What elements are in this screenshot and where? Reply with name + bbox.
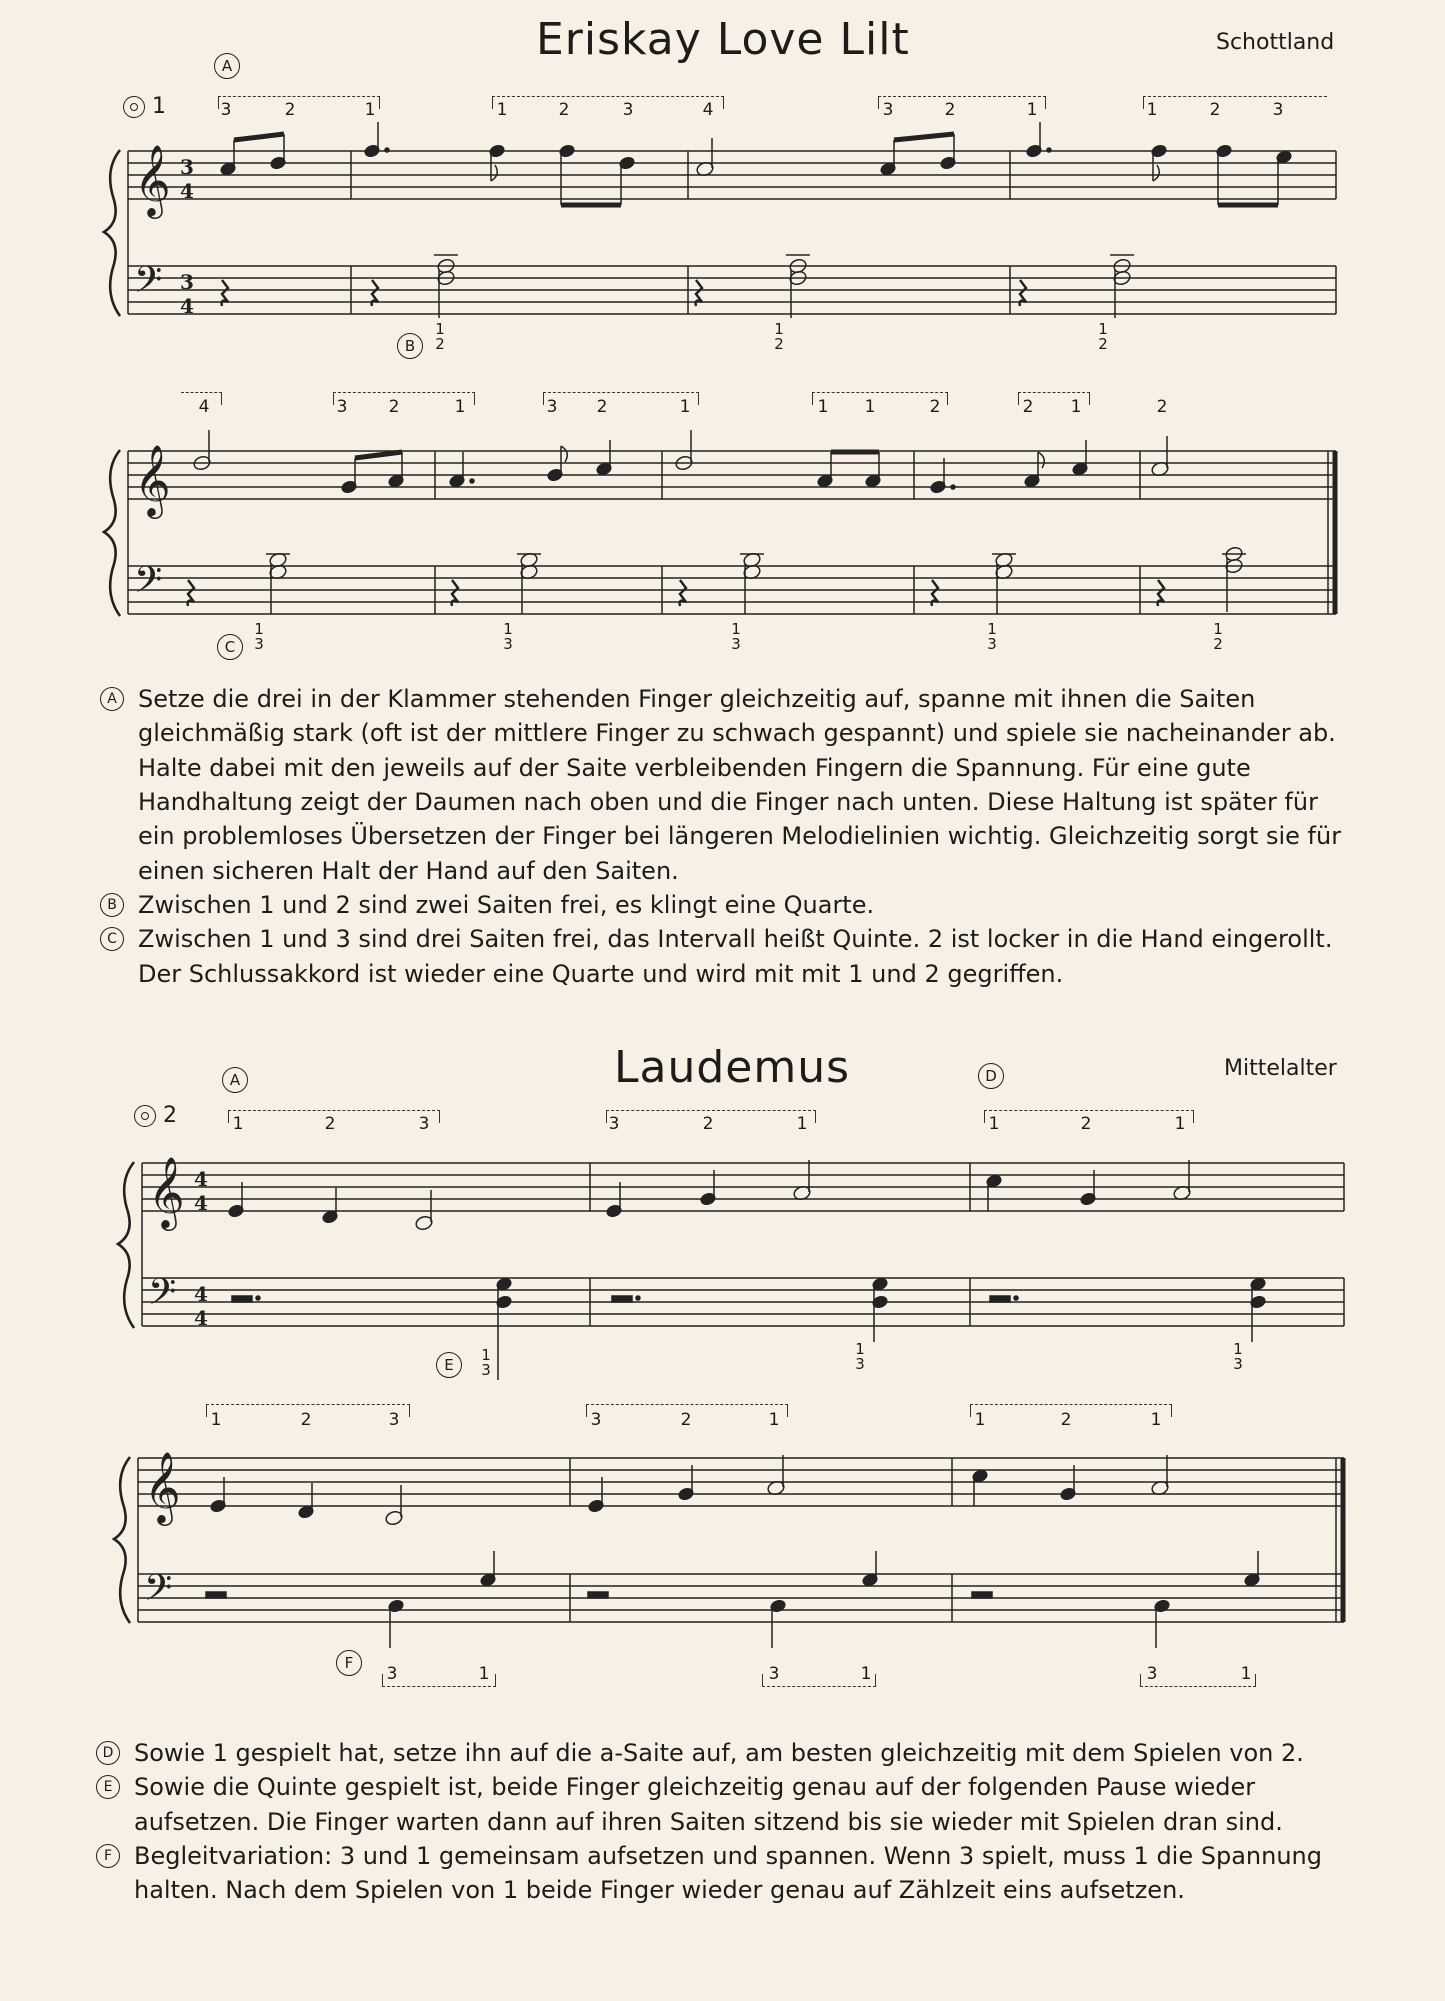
fingering-number: 3 [418,1114,430,1134]
fingering-number: 3 [590,1410,602,1430]
finger-top: 1 [503,620,513,638]
note-text: Sowie 1 gespielt hat, setze ihn auf die a-Saite auf, am besten gleichzeitig mit dem Spielen von 2. [134,1739,1304,1767]
note-marker: A [100,687,124,711]
fingering-number: 3 [388,1410,400,1430]
fingering-number: 1 [1150,1410,1162,1430]
fingering-number: 2 [324,1114,336,1134]
bass-fingering-number: 1 [860,1664,872,1684]
fingering-number: 1 [1174,1114,1186,1134]
svg-text:𝄢: 𝄢 [148,1271,177,1322]
piece1-marker-a: A [214,53,240,79]
fingering-number: 1 [364,100,376,120]
finger-top: 1 [731,620,741,638]
piece2-title: Laudemus [614,1042,851,1093]
note-marker: D [96,1741,120,1765]
finger-bottom: 3 [731,635,741,653]
finger-bottom: 2 [1098,335,1108,353]
fingering-number: 3 [882,100,894,120]
bass-fingering-number: 1 [478,1664,490,1684]
time-signature-top: 3 [180,270,194,294]
fingering-number: 2 [558,100,570,120]
fingering-number: 1 [454,397,466,417]
time-signature-bottom: 4 [180,179,194,203]
fingering-number: 2 [1022,397,1034,417]
piece2-notes [96,1736,1376,1908]
piece2-origin: Mittelalter [1224,1056,1337,1081]
fingering-number: 3 [622,100,634,120]
note-item [96,1736,1376,1770]
fingering-number: 3 [336,397,348,417]
fingering-number: 1 [210,1410,222,1430]
note-marker: F [96,1844,120,1868]
fingering-number: 1 [864,397,876,417]
fingering-number: 2 [680,1410,692,1430]
piece1-string-number: 1 [152,94,166,119]
finger-bottom: 3 [481,1361,491,1379]
finger-top: 1 [1213,620,1223,638]
fingering-number: 1 [988,1114,1000,1134]
finger-bottom: 2 [774,335,784,353]
svg-text:𝄞: 𝄞 [134,143,171,216]
fingering-number: 2 [944,100,956,120]
fingering-number: 1 [1026,100,1038,120]
fingering-number: 2 [1156,397,1168,417]
finger-top: 1 [1233,1340,1243,1358]
note-text: Begleitvariation: 3 und 1 gemeinsam aufsetzen und spannen. Wenn 3 spielt, muss 1 die Spannung halten. Nach dem Spielen von 1 beide Finger wieder genau auf Zählzeit eins aufsetzen. [134,1841,1322,1905]
fingering-number: 2 [300,1410,312,1430]
fingering-number: 2 [388,397,400,417]
svg-text:𝄢: 𝄢 [134,559,163,610]
finger-bottom: 3 [855,1355,865,1373]
fingering-number: 2 [929,397,941,417]
time-signature-top: 3 [180,155,194,179]
fingering-number: 3 [1272,100,1284,120]
piece1-title: Eriskay Love Lilt [536,14,910,65]
finger-bottom: 3 [987,635,997,653]
fingering-number: 2 [702,1114,714,1134]
fingering-number: 1 [232,1114,244,1134]
note-item [96,1770,1376,1839]
svg-text:𝄞: 𝄞 [134,443,171,516]
svg-text:𝄞: 𝄞 [148,1155,185,1228]
bass-fingering-number: 3 [1146,1664,1158,1684]
time-signature-bottom: 4 [194,1191,208,1215]
finger-top: 1 [1098,320,1108,338]
fingering-number: 1 [768,1410,780,1430]
finger-top: 1 [987,620,997,638]
fingering-number: 4 [198,397,210,417]
time-signature-top: 4 [194,1167,208,1191]
piece2-marker-e: E [436,1352,462,1378]
time-signature-bottom: 4 [180,294,194,318]
note-marker: E [96,1775,120,1799]
piece1-marker-b: B [397,333,423,359]
finger-bottom: 3 [1233,1355,1243,1373]
finger-top: 1 [254,620,264,638]
note-marker: B [100,893,124,917]
fingering-number: 2 [596,397,608,417]
finger-top: 1 [774,320,784,338]
time-signature-bottom: 4 [194,1306,208,1330]
piece2-marker-a: A [222,1067,248,1093]
note-marker: C [100,927,124,951]
fingering-number: 3 [546,397,558,417]
note-text: Sowie die Quinte gespielt ist, beide Finger gleichzeitig genau auf der folgenden Pause wieder aufsetzen. Die Finger warten dann auf ihren Saiten sitzend bis sie wieder mit Spielen dran sind. [134,1773,1283,1836]
fingering-number: 1 [496,100,508,120]
fingering-number: 2 [1209,100,1221,120]
fingering-number: 1 [817,397,829,417]
svg-text:𝄢: 𝄢 [144,1567,173,1618]
finger-bottom: 2 [435,335,445,353]
fingering-number: 3 [608,1114,620,1134]
svg-text:𝄞: 𝄞 [144,1450,181,1523]
piece1-marker-c: C [217,634,243,660]
fingering-number: 2 [284,100,296,120]
piece1-origin: Schottland [1216,30,1335,55]
piece2-marker-f: F [336,1650,362,1676]
finger-bottom: 2 [1213,635,1223,653]
finger-top: 1 [435,320,445,338]
finger-top: 1 [481,1346,491,1364]
fingering-number: 4 [702,100,714,120]
bass-fingering-number: 1 [1240,1664,1252,1684]
note-text: Setze die drei in der Klammer stehenden Finger gleichzeitig auf, spanne mit ihnen die Saiten gleichmäßig stark (oft ist der mittlere Finger zu schwach gespannt) und spiele sie nacheinander ab. Halte dabei mit den jeweils auf der Saite verbleibenden Fingern die Spannung. Für eine gute Handhaltung zeigt der Daumen nach oben und die Finger nach unten. Diese Haltung ist später für ein problemloses Übersetzen der Finger bei längeren Melodielinien wichtig. Gleichzeitig sorgt sie für einen sicheren Halt der Hand auf den Saiten. [138,685,1342,885]
note-text: Zwischen 1 und 3 sind drei Saiten frei, das Intervall heißt Quinte. 2 ist locker in die Hand eingerollt. Der Schlussakkord ist wieder eine Quarte und wird mit mit 1 und 2 gegriffen. [138,925,1333,988]
finger-bottom: 3 [503,635,513,653]
fingering-number: 1 [796,1114,808,1134]
piece2-string-number: 2 [163,1103,177,1128]
svg-text:𝄢: 𝄢 [134,259,163,310]
fingering-number: 1 [1146,100,1158,120]
fingering-number: 2 [1060,1410,1072,1430]
fingering-number: 1 [1070,397,1082,417]
time-signature-top: 4 [194,1282,208,1306]
finger-bottom: 3 [254,635,264,653]
piece2-marker-d: D [978,1063,1004,1089]
fingering-number: 1 [679,397,691,417]
note-item [96,1839,1376,1908]
bass-fingering-number: 3 [768,1664,780,1684]
fingering-number: 1 [974,1410,986,1430]
note-text: Zwischen 1 und 2 sind zwei Saiten frei, es klingt eine Quarte. [138,890,875,919]
finger-top: 1 [855,1340,865,1358]
bass-fingering-number: 3 [386,1664,398,1684]
fingering-number: 3 [220,100,232,120]
fingering-number: 2 [1080,1114,1092,1134]
